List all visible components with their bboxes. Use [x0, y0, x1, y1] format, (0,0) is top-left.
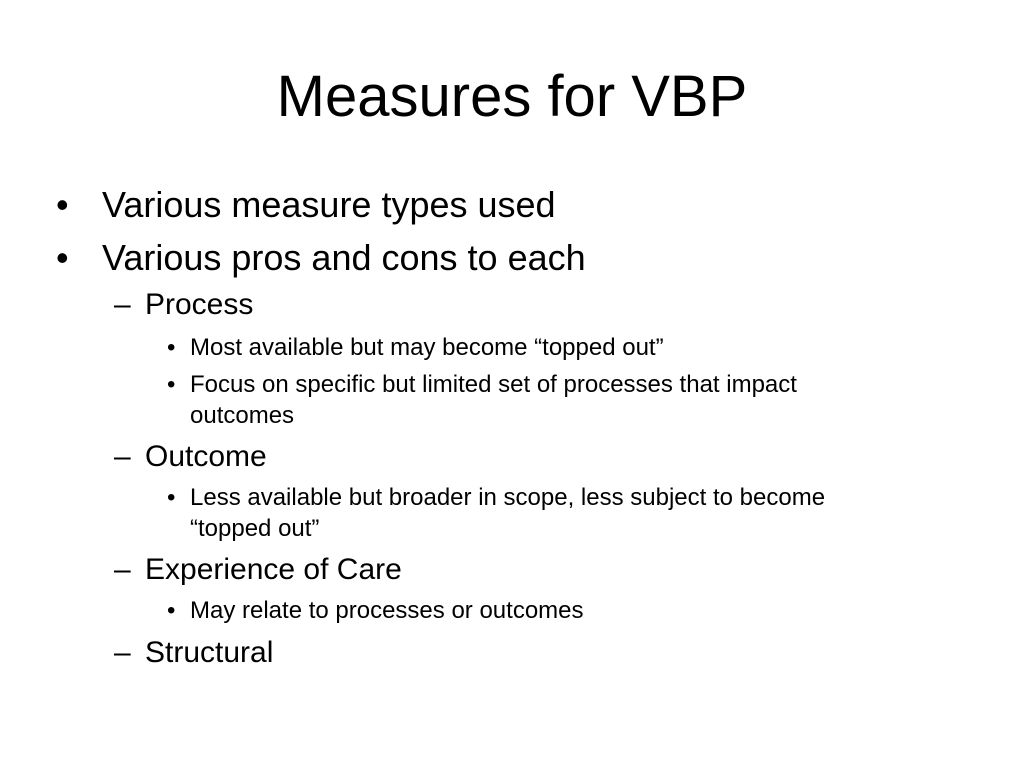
sub-bullet-marker: –	[114, 636, 131, 669]
sub-bullet-text: Structural	[145, 636, 274, 669]
bullet-text: Various measure types used	[102, 184, 556, 225]
sub-sub-bullet-marker: •	[167, 597, 176, 624]
slide-title: Measures for VBP	[276, 64, 748, 129]
sub-sub-bullet-text-continued: “topped out”	[190, 515, 320, 542]
sub-sub-bullet-marker: •	[167, 371, 176, 398]
sub-bullet-text: Outcome	[145, 440, 267, 473]
sub-sub-bullet-text: Less available but broader in scope, less subject to become	[190, 484, 826, 511]
sub-sub-bullet-text: May relate to processes or outcomes	[190, 597, 584, 624]
sub-sub-bullet-marker: •	[167, 484, 176, 511]
sub-bullet-marker: –	[114, 288, 131, 321]
sub-sub-bullet-text-continued: outcomes	[190, 402, 295, 429]
bullet-text: Various pros and cons to each	[102, 237, 586, 278]
sub-bullet-text: Process	[145, 288, 254, 321]
sub-sub-bullet-marker: •	[167, 334, 176, 361]
bullet-marker: •	[56, 184, 69, 225]
sub-bullet-marker: –	[114, 440, 131, 473]
sub-sub-bullet-text: Most available but may become “topped out”	[190, 334, 664, 361]
bullet-marker: •	[56, 237, 69, 278]
sub-bullet-marker: –	[114, 553, 131, 586]
sub-bullet-text: Experience of Care	[145, 553, 402, 586]
sub-sub-bullet-text: Focus on specific but limited set of processes that impact	[190, 371, 797, 398]
